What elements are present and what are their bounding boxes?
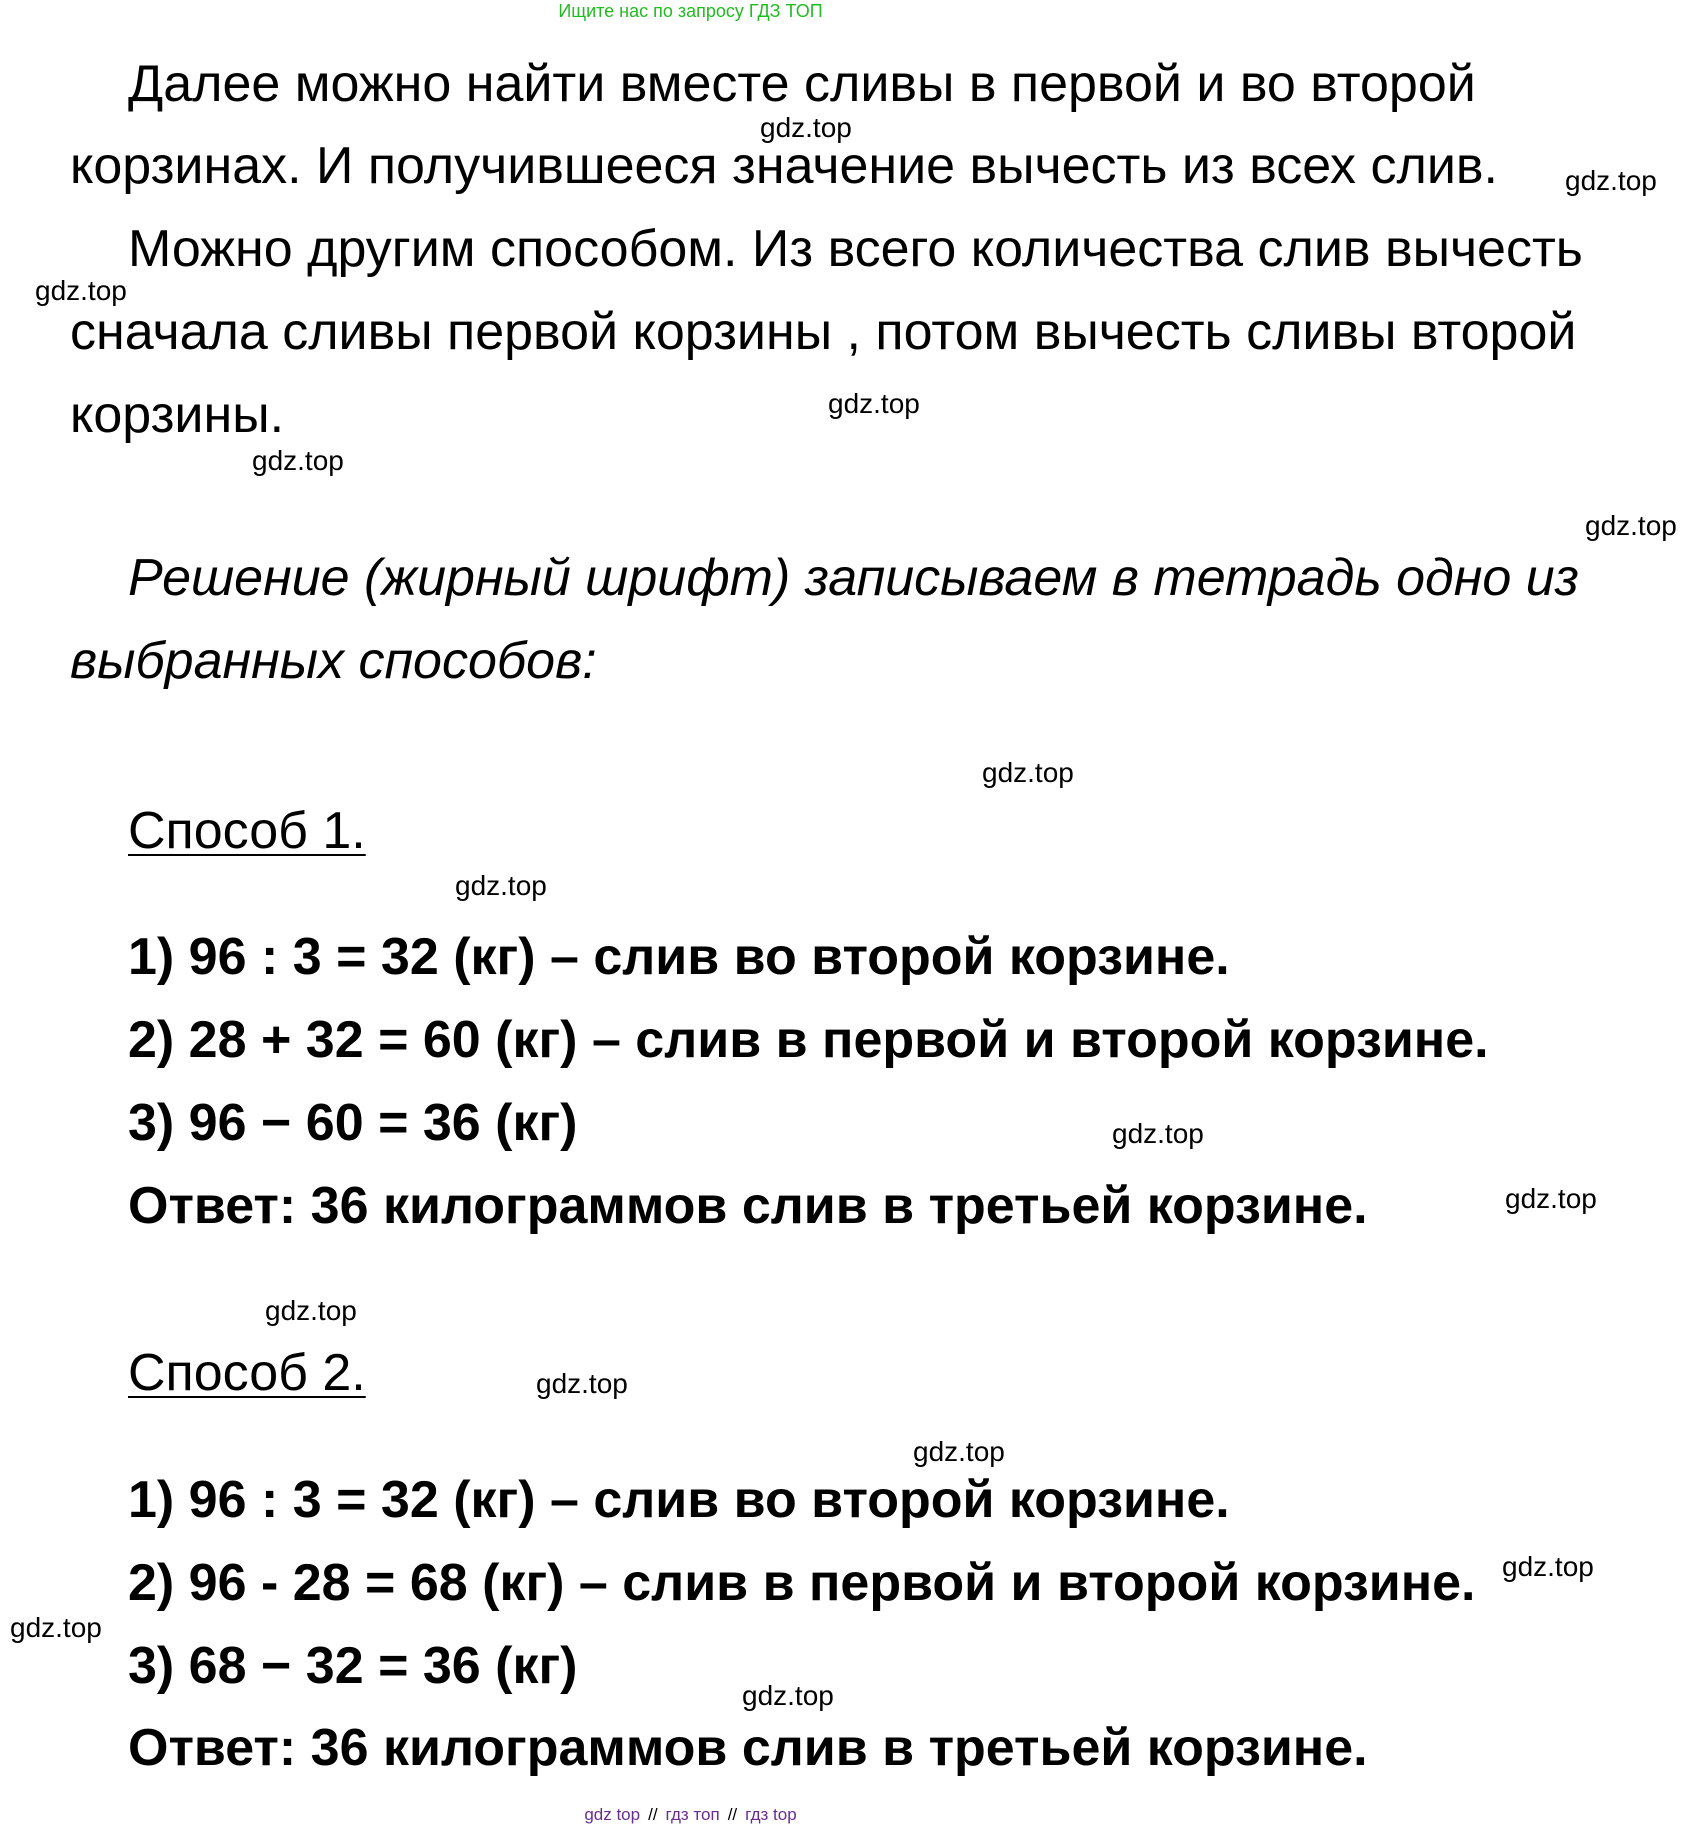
intro-line-3: Можно другим способом. Из всего количества слив вычесть [128, 220, 1583, 278]
method-2-step-1: 1) 96 : 3 = 32 (кг) – слив во второй корзине. [128, 1471, 1230, 1529]
intro-line-1: Далее можно найти вместе сливы в первой и во второй [128, 55, 1476, 113]
method-2-step-3: 3) 68 − 32 = 36 (кг) [128, 1637, 578, 1695]
method-2-answer: Ответ: 36 килограммов слив в третьей корзине. [128, 1719, 1368, 1777]
method-1-heading: Способ 1. [128, 802, 366, 860]
footer-separator: // [727, 1805, 738, 1824]
method-1-answer: Ответ: 36 килограммов слив в третьей корзине. [128, 1177, 1368, 1235]
watermark: gdz.top [913, 1436, 1005, 1467]
intro-line-4: сначала сливы первой корзины , потом вычесть сливы второй [70, 303, 1577, 361]
method-1-step-2: 2) 28 + 32 = 60 (кг) – слив в первой и второй корзине. [128, 1011, 1489, 1069]
watermark: gdz.top [10, 1612, 102, 1643]
intro-line-5: корзины. [70, 386, 285, 444]
method-2-step-2: 2) 96 - 28 = 68 (кг) – слив в первой и второй корзине. [128, 1554, 1476, 1612]
solution-note-line-1: Решение (жирный шрифт) записываем в тетрадь одно из [128, 549, 1579, 607]
watermark: gdz.top [1505, 1183, 1597, 1214]
method-1-step-3: 3) 96 − 60 = 36 (кг) [128, 1094, 578, 1152]
watermark: gdz.top [828, 388, 920, 419]
watermark: gdz.top [536, 1368, 628, 1399]
watermark: gdz.top [1112, 1118, 1204, 1149]
watermark: gdz.top [1585, 510, 1677, 541]
watermark: gdz.top [1565, 165, 1657, 196]
watermark: gdz.top [1502, 1551, 1594, 1582]
footer-link-2[interactable]: гдз топ [665, 1805, 720, 1824]
watermark: gdz.top [265, 1295, 357, 1326]
footer [0, 1805, 1536, 1825]
watermark: gdz.top [252, 445, 344, 476]
intro-line-2: корзинах. И получившееся значение вычесть из всех слив. [70, 137, 1498, 195]
solution-note-line-2: выбранных способов: [70, 632, 597, 690]
watermark: gdz.top [742, 1680, 834, 1711]
method-2-heading: Способ 2. [128, 1344, 366, 1402]
footer-link-1[interactable]: gdz top [584, 1805, 641, 1824]
watermark: gdz.top [982, 757, 1074, 788]
footer-link-3[interactable]: гдз top [745, 1805, 797, 1824]
watermark: gdz.top [455, 870, 547, 901]
method-1-step-1: 1) 96 : 3 = 32 (кг) – слив во второй корзине. [128, 928, 1230, 986]
watermark: gdz.top [760, 112, 852, 143]
watermark: gdz.top [35, 275, 127, 306]
top-banner: Ищите нас по запросу ГДЗ ТОП [558, 1, 823, 21]
footer-separator: // [648, 1805, 658, 1824]
